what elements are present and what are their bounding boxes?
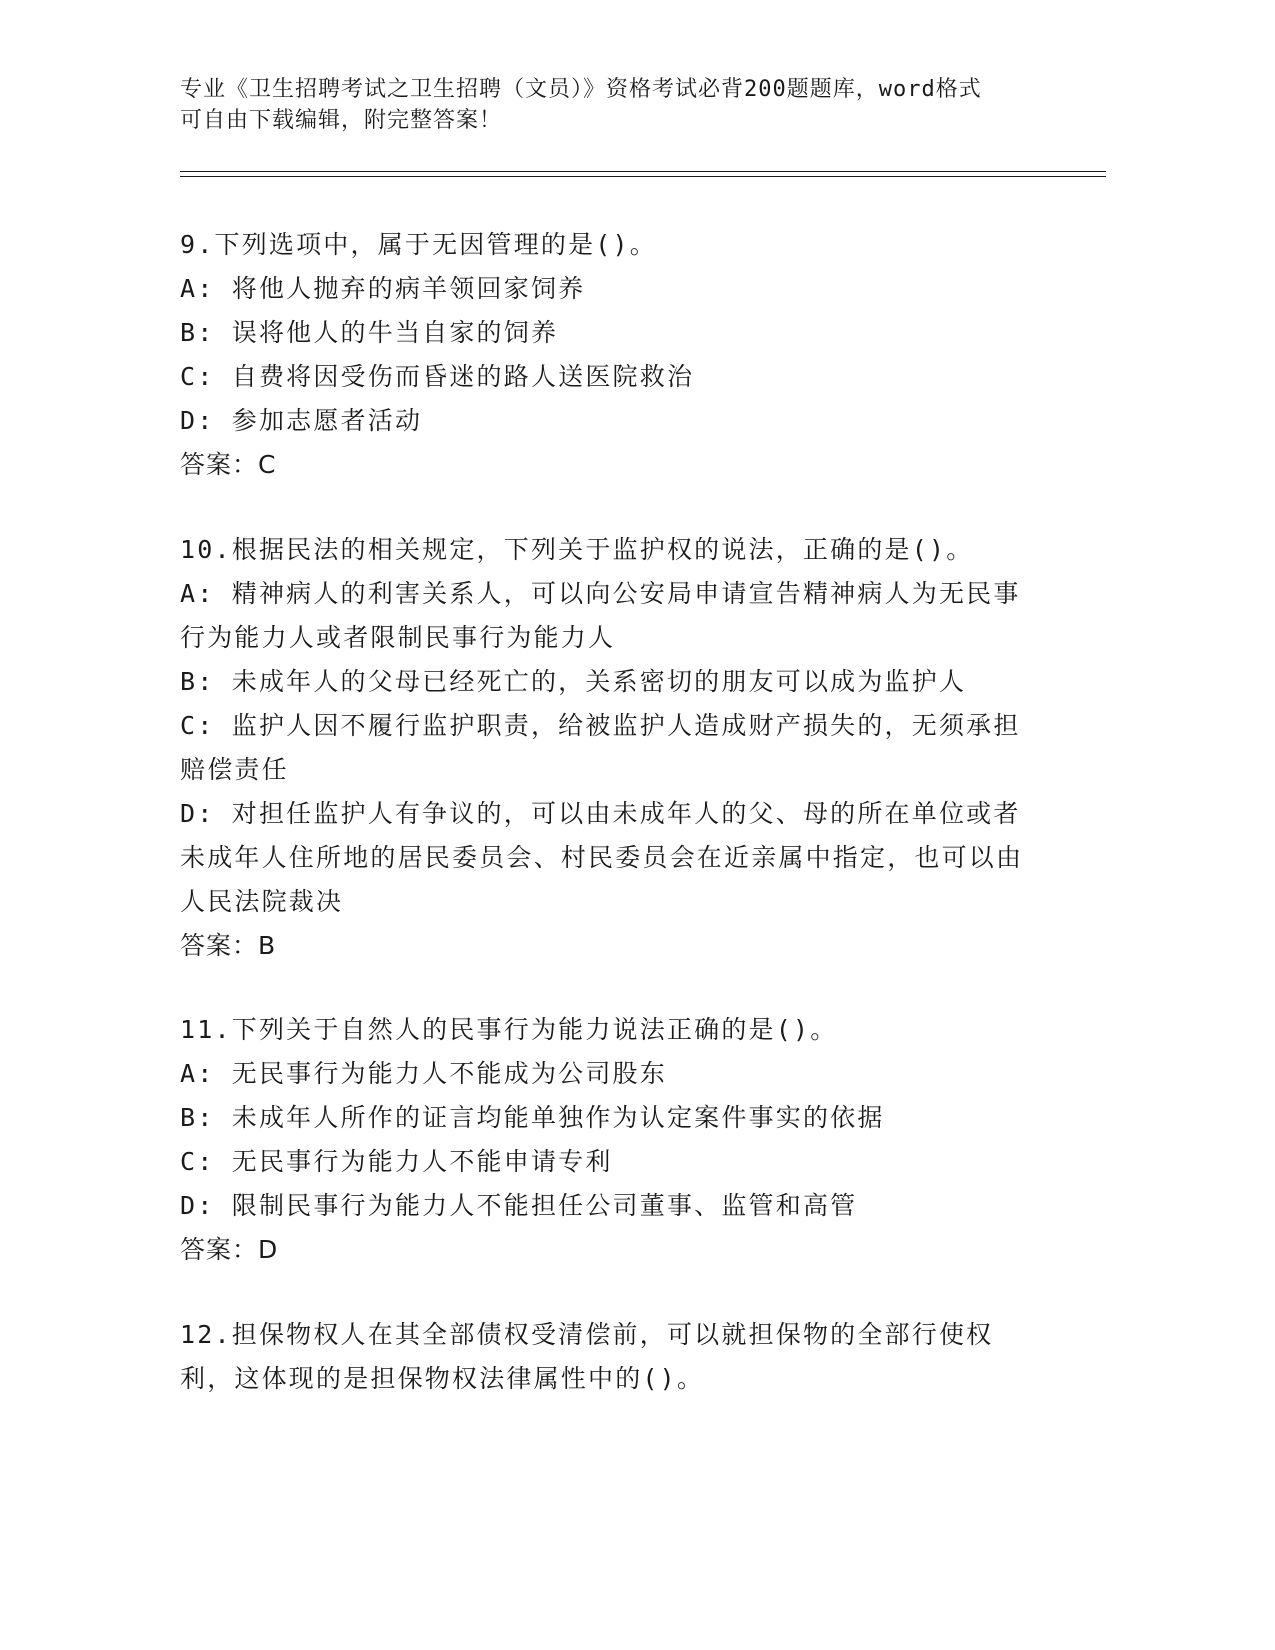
answer: 答案：B bbox=[180, 931, 277, 960]
question-stem: 10.根据民法的相关规定，下列关于监护权的说法，正确的是()。 bbox=[180, 535, 974, 564]
option-b: B: 误将他人的牛当自家的饲养 bbox=[180, 318, 559, 347]
answer: 答案：D bbox=[180, 1235, 279, 1264]
option-b: B: 未成年人的父母已经死亡的，关系密切的朋友可以成为监护人 bbox=[180, 667, 967, 696]
question-11 bbox=[180, 1008, 1040, 1272]
option-a: A: 无民事行为能力人不能成为公司股东 bbox=[180, 1059, 667, 1088]
header-line-2: 可自由下载编辑，附完整答案！ bbox=[180, 108, 503, 133]
question-stem: 12.担保物权人在其全部债权受清偿前，可以就担保物的全部行使权利，这体现的是担保物权法律属性中的()。 bbox=[180, 1320, 994, 1393]
header-divider-bottom bbox=[180, 176, 1106, 177]
option-c: C: 监护人因不履行监护职责，给被监护人造成财产损失的，无须承担赔偿责任 bbox=[180, 711, 1021, 784]
question-12 bbox=[180, 1313, 1040, 1401]
option-c: C: 自费将因受伤而昏迷的路人送医院救治 bbox=[180, 362, 695, 391]
option-d: D: 限制民事行为能力人不能担任公司董事、监管和高管 bbox=[180, 1191, 858, 1220]
option-d: D: 参加志愿者活动 bbox=[180, 406, 423, 435]
question-stem: 11.下列关于自然人的民事行为能力说法正确的是()。 bbox=[180, 1015, 838, 1044]
option-d: D: 对担任监护人有争议的，可以由未成年人的父、母的所在单位或者未成年人住所地的居民委员会、村民委员会在近亲属中指定，也可以由人民法院裁决 bbox=[180, 799, 1024, 916]
header-line-1: 专业《卫生招聘考试之卫生招聘（文员）》资格考试必背200题题库，word格式 bbox=[180, 77, 982, 102]
answer: 答案：C bbox=[180, 450, 277, 479]
option-a: A: 精神病人的利害关系人，可以向公安局申请宣告精神病人为无民事行为能力人或者限制民事行为能力人 bbox=[180, 579, 1021, 652]
question-stem: 9.下列选项中，属于无因管理的是()。 bbox=[180, 230, 658, 259]
question-10 bbox=[180, 528, 1040, 968]
option-c: C: 无民事行为能力人不能申请专利 bbox=[180, 1147, 613, 1176]
question-9 bbox=[180, 223, 1040, 487]
header-divider-top bbox=[180, 171, 1106, 172]
option-a: A: 将他人抛弃的病羊领回家饲养 bbox=[180, 274, 586, 303]
document-header bbox=[180, 74, 1080, 136]
option-b: B: 未成年人所作的证言均能单独作为认定案件事实的依据 bbox=[180, 1103, 885, 1132]
